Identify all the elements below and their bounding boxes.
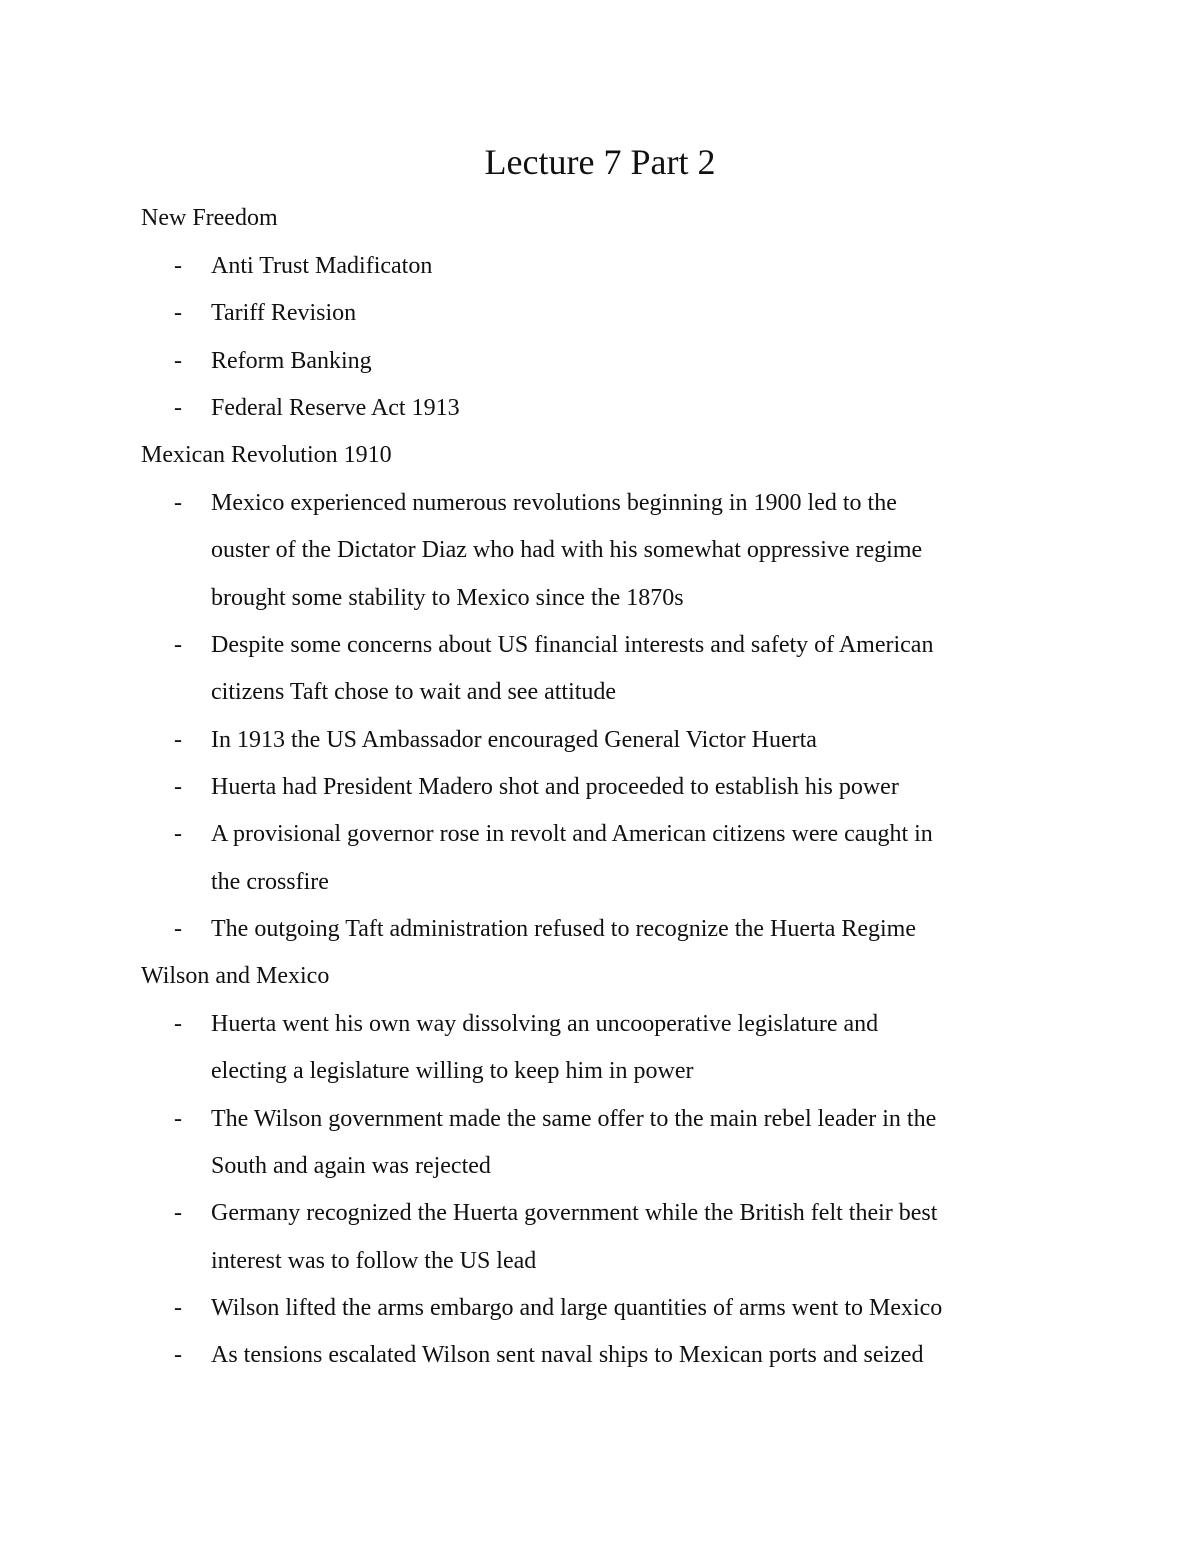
bullet-text-continued: ouster of the Dictator Diaz who had with his somewhat oppressive regime bbox=[211, 537, 923, 563]
bullet-text: Huerta went his own way dissolving an uncooperative legislature and bbox=[211, 1011, 879, 1037]
bullet-text: Mexico experienced numerous revolutions beginning in 1900 led to the bbox=[211, 490, 897, 516]
bullet-text: Federal Reserve Act 1913 bbox=[211, 395, 460, 421]
bullet-marker: - bbox=[174, 774, 182, 800]
bullet-marker: - bbox=[174, 1106, 182, 1132]
bullet-marker: - bbox=[174, 727, 182, 753]
bullet-text: Despite some concerns about US financial interests and safety of American bbox=[211, 632, 934, 658]
bullet-marker: - bbox=[174, 1200, 182, 1226]
bullet-text-continued: brought some stability to Mexico since the 1870s bbox=[211, 585, 684, 611]
bullet-marker: - bbox=[174, 348, 182, 374]
bullet-marker: - bbox=[174, 395, 182, 421]
bullet-text: Germany recognized the Huerta government while the British felt their best bbox=[211, 1200, 938, 1226]
bullet-text-continued: the crossfire bbox=[211, 869, 329, 895]
bullet-marker: - bbox=[174, 490, 182, 516]
section-heading: Mexican Revolution 1910 bbox=[141, 442, 392, 468]
section-heading: New Freedom bbox=[141, 205, 278, 231]
bullet-marker: - bbox=[174, 253, 182, 279]
bullet-text: As tensions escalated Wilson sent naval ships to Mexican ports and seized bbox=[211, 1342, 924, 1368]
bullet-marker: - bbox=[174, 1295, 182, 1321]
bullet-text: A provisional governor rose in revolt and American citizens were caught in bbox=[211, 821, 933, 847]
bullet-text: Wilson lifted the arms embargo and large quantities of arms went to Mexico bbox=[211, 1295, 943, 1321]
bullet-marker: - bbox=[174, 821, 182, 847]
bullet-marker: - bbox=[174, 1342, 182, 1368]
page-title: Lecture 7 Part 2 bbox=[484, 142, 716, 182]
bullet-text: The outgoing Taft administration refused to recognize the Huerta Regime bbox=[211, 916, 916, 942]
bullet-text-continued: interest was to follow the US lead bbox=[211, 1248, 537, 1274]
bullet-text-continued: electing a legislature willing to keep him in power bbox=[211, 1058, 694, 1084]
bullet-text: Anti Trust Madificaton bbox=[211, 253, 433, 279]
section-heading: Wilson and Mexico bbox=[141, 963, 330, 989]
bullet-text: In 1913 the US Ambassador encouraged General Victor Huerta bbox=[211, 727, 817, 753]
bullet-text: Reform Banking bbox=[211, 348, 372, 374]
bullet-text: Huerta had President Madero shot and proceeded to establish his power bbox=[211, 774, 899, 800]
bullet-marker: - bbox=[174, 632, 182, 658]
bullet-text-continued: South and again was rejected bbox=[211, 1153, 491, 1179]
bullet-text: Tariff Revision bbox=[211, 300, 357, 326]
bullet-marker: - bbox=[174, 916, 182, 942]
bullet-marker: - bbox=[174, 1011, 182, 1037]
bullet-marker: - bbox=[174, 300, 182, 326]
bullet-text-continued: citizens Taft chose to wait and see attitude bbox=[211, 679, 617, 705]
bullet-text: The Wilson government made the same offer to the main rebel leader in the bbox=[211, 1106, 937, 1132]
